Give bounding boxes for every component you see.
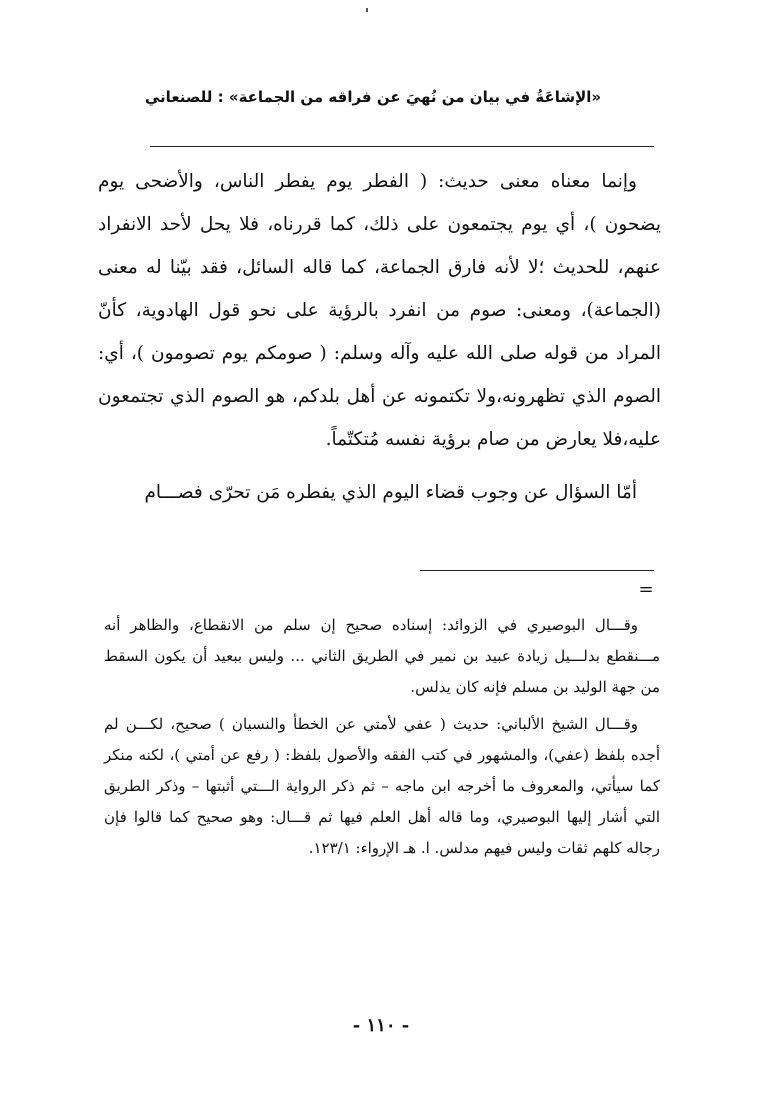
footnote-continuation-mark: = — [638, 579, 654, 600]
footnote-divider — [420, 570, 654, 571]
header-divider — [150, 146, 654, 147]
footnote-paragraph: وقـــال البوصيري في الزوائد: إسناده صحيح إن سلم من الانقطاع، والظاهر أنه مـــنقطع بدلـــيل زيادة عبيد بن نمير في الطريق الثاني ... وليس ببعيد أن يكون السقط من جهة الوليد بن مسلم فإنه كان يدلس. — [104, 616, 660, 696]
page-number: - ١١٠ - — [352, 1015, 410, 1036]
footnotes — [104, 610, 660, 864]
body-paragraph: أمّا السؤال عن وجوب قضاء اليوم الذي يفطره مَن تحرّى فصـــام — [144, 482, 637, 503]
main-text — [98, 160, 661, 514]
running-header: «الإشاعَةُ في بيان من نُهيَ عن فراقه من الجماعة» : للصنعاني — [144, 88, 602, 106]
scan-speck — [366, 8, 368, 12]
footnote-paragraph: وقـــال الشيخ الألباني: حديث ( عفي لأمتي عن الخطأ والنسيان ) صحيح، لكـــن لم أجده بلفظ (عفي)، والمشهور في كتب الفقه والأصول بلفظ: ( رفع عن أمتي )، لكنه منكر كما سيأتي، والمعروف ما أخرجه ابن ماجه – ثم ذكر الرواية الـــتي أثبتها – وذكر الطريق التي أشار إليها البوصيري، وما قاله أهل العلم فيها ثم قـــال: وهو صحيح كما قالوا فإن رجاله كلهم ثقات وليس فيهم مدلس. ا. هـ الإرواء: ١٢٣/١. — [104, 715, 660, 857]
body-paragraph: وإنما معناه معنى حديث: ( الفطر يوم يفطر الناس، والأضحى يوم يضحون )، أي يوم يجتمعون على ذلك، كما قررناه، فلا يحل لأحد الانفراد عنهم، للحديث ؛لا لأنه فارق الجماعة، كما قاله السائل، فقد بيّنا له معنى (الجماعة)، ومعنى: صوم من انفرد بالرؤية على نحو قول الهادوية، كأنّ المراد من قوله صلى الله عليه وآله وسلم: ( صومكم يوم تصومون )، أي: الصوم الذي تظهرونه،ولا تكتمونه عن أهل بلدكم، هو الصوم الذي تجتمعون عليه،فلا يعارض من صام برؤية نفسه مُتكتّماً. — [98, 171, 661, 450]
